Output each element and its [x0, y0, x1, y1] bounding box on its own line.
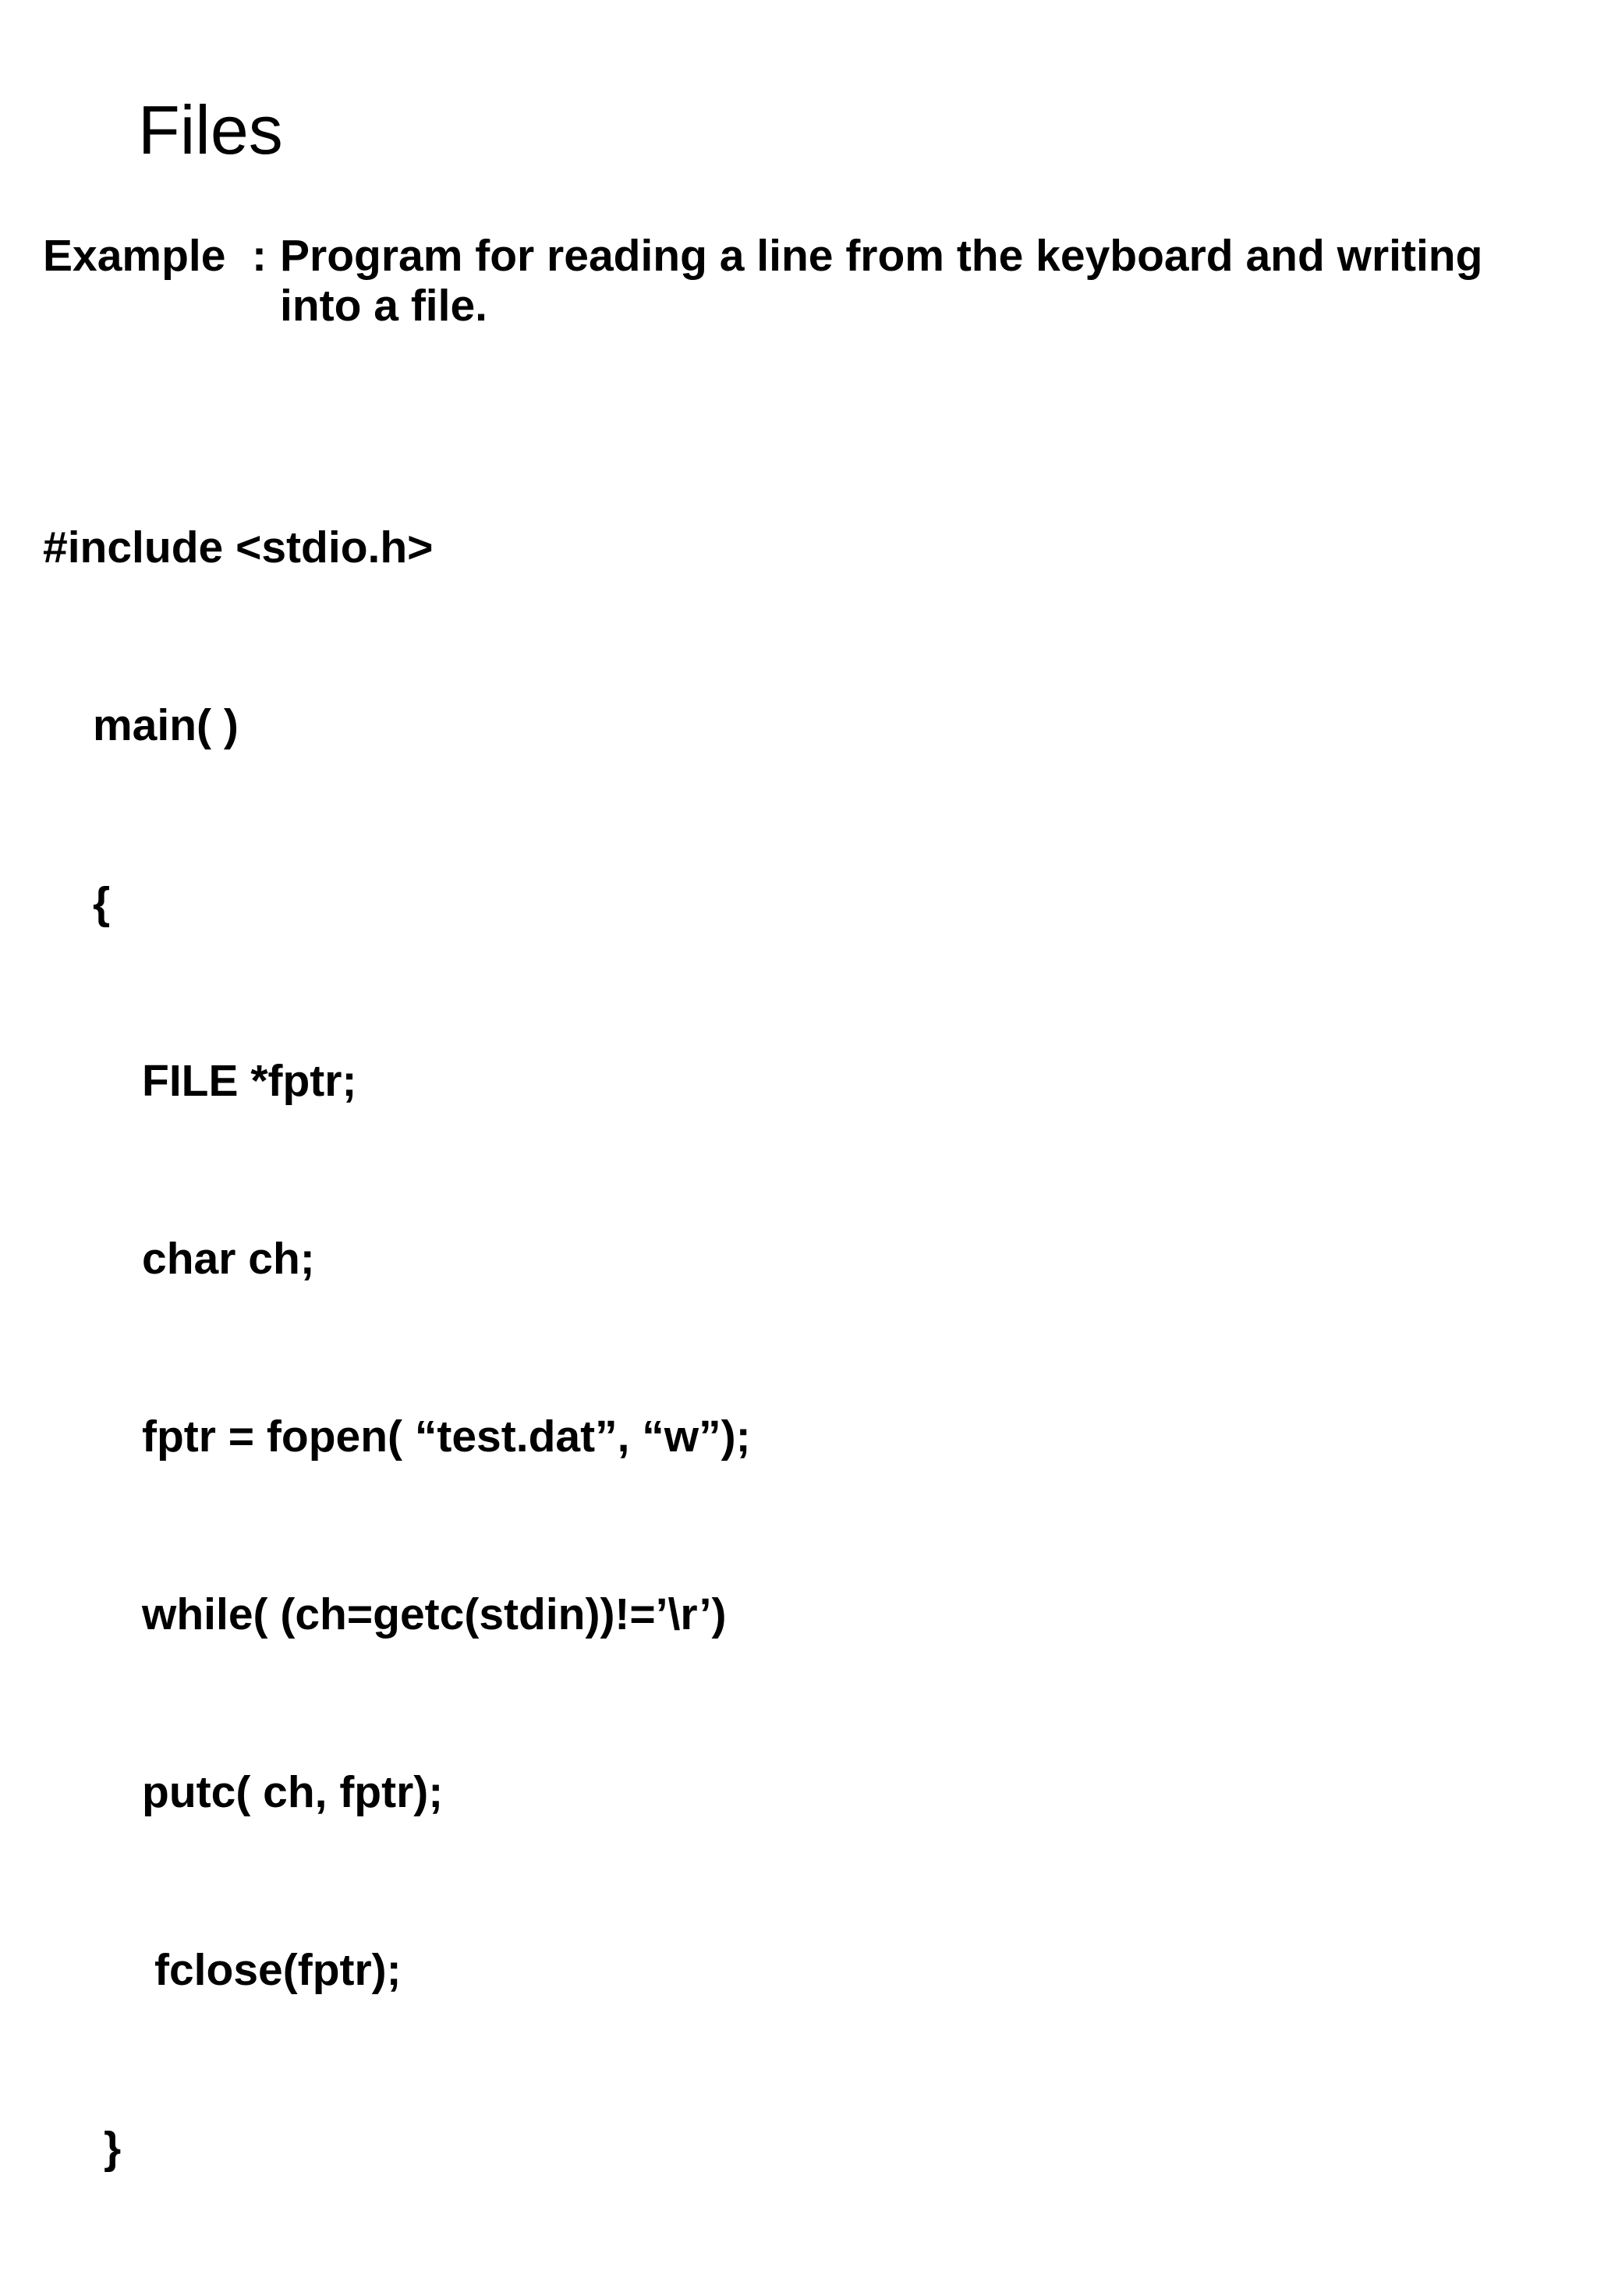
code-line-file-decl: FILE *fptr; [142, 1056, 357, 1106]
code-line-include: #include <stdio.h> [43, 523, 434, 572]
code-line-fclose: fclose(fptr); [154, 1945, 402, 1995]
code-line-open-brace: { [93, 878, 111, 928]
code-line-putc: putc( ch, fptr); [142, 1767, 444, 1817]
code-line-while: while( (ch=getc(stdin))!=’\r’) [142, 1589, 727, 1639]
slide-title: Files [138, 91, 283, 168]
example-text-line: Program for reading a line from the keyboard and writing [280, 231, 1483, 281]
example-text [280, 231, 1482, 331]
code-line-fopen: fptr = fopen( “test.dat”, “w”); [142, 1412, 751, 1462]
example-text-line: into a file. [280, 281, 488, 331]
example-colon: : [252, 231, 267, 281]
code-line-char-decl: char ch; [142, 1234, 315, 1284]
code-line-close-brace: } [104, 2123, 122, 2173]
example-label: Example [43, 231, 226, 281]
code-listing [43, 399, 751, 2296]
code-line-main: main( ) [93, 700, 239, 750]
